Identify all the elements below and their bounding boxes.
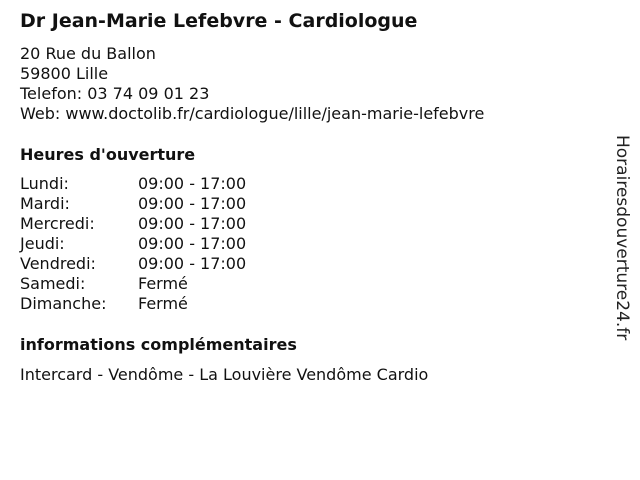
day-label: Samedi: — [20, 274, 86, 293]
additional-info-text: Intercard - Vendôme - La Louvière Vendôme Cardio — [20, 365, 429, 384]
day-label: Dimanche: — [20, 294, 107, 313]
site-watermark: Horairesdouverture24.fr — [612, 135, 632, 341]
day-label: Mercredi: — [20, 214, 95, 233]
website: Web: www.doctolib.fr/cardiologue/lille/jean-marie-lefebvre — [20, 104, 485, 123]
street-address: 20 Rue du Ballon — [20, 44, 156, 63]
opening-hours-table — [20, 174, 320, 314]
hours-row-tuesday — [20, 194, 320, 214]
time-value: 09:00 - 17:00 — [138, 214, 247, 233]
time-value: 09:00 - 17:00 — [138, 234, 247, 253]
day-label: Jeudi: — [20, 234, 65, 253]
day-label: Lundi: — [20, 174, 69, 193]
time-value: 09:00 - 17:00 — [138, 254, 247, 273]
hours-row-monday — [20, 174, 320, 194]
opening-hours-heading: Heures d'ouverture — [20, 145, 196, 164]
hours-row-thursday — [20, 234, 320, 254]
time-value: 09:00 - 17:00 — [138, 174, 247, 193]
day-label: Vendredi: — [20, 254, 96, 273]
day-label: Mardi: — [20, 194, 70, 213]
phone-number: Telefon: 03 74 09 01 23 — [20, 84, 210, 103]
additional-info-heading: informations complémentaires — [20, 335, 297, 354]
city: 59800 Lille — [20, 64, 109, 83]
hours-row-saturday — [20, 274, 320, 294]
hours-row-wednesday — [20, 214, 320, 234]
hours-row-friday — [20, 254, 320, 274]
page-title: Dr Jean-Marie Lefebvre - Cardiologue — [20, 10, 418, 32]
time-value: 09:00 - 17:00 — [138, 194, 247, 213]
time-value: Fermé — [138, 274, 188, 293]
time-value: Fermé — [138, 294, 188, 313]
hours-row-sunday — [20, 294, 320, 314]
address-block — [20, 44, 484, 124]
